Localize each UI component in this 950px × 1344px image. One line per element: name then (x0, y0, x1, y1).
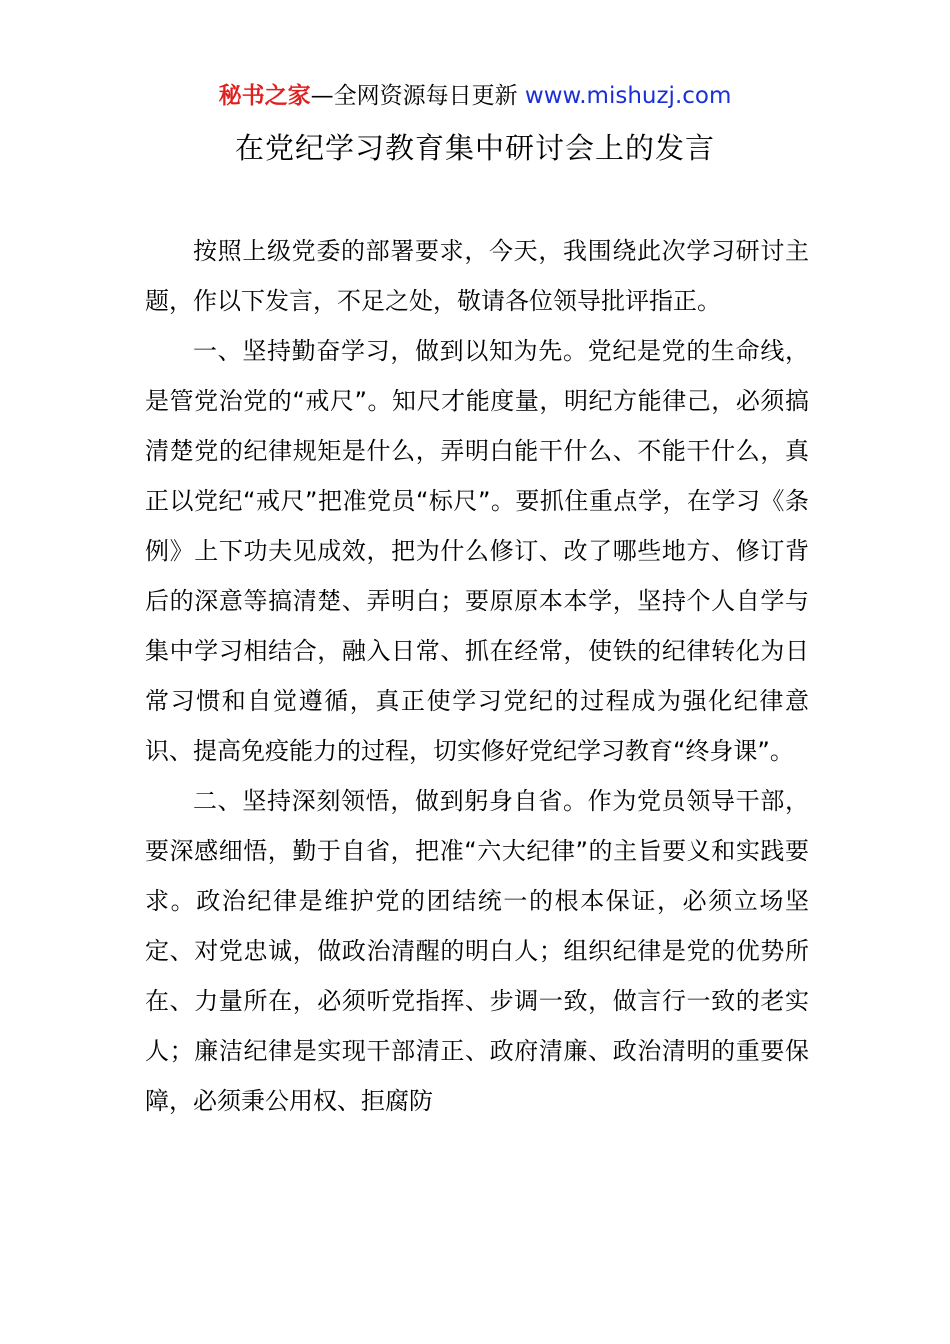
paragraph-section-two: 二、坚持深刻领悟，做到躬身自省。作为党员领导干部，要深感细悟，勤于自省，把准“六大纪律”的主旨要义和实践要求。政治纪律是维护党的团结统一的根本保证，必须立场坚定、对党忠诚，做政治清醒的明白人；组织纪律是党的优势所在、力量所在，必须听党指挥、步调一致，做言行一致的老实人；廉洁纪律是实现干部清正、政府清廉、政治清明的重要保障，必须秉公用权、拒腐防 (145, 787, 809, 1115)
brand-name: 秘书之家 (218, 83, 311, 109)
banner-tagline: —全网资源每日更新 (310, 83, 525, 109)
document-body (145, 226, 809, 1126)
paragraph-intro: 按照上级党委的部署要求，今天，我围绕此次学习研讨主题，作以下发言，不足之处，敬请各位领导批评指正。 (145, 237, 809, 315)
site-url-link[interactable]: www.mishuzj.com (524, 83, 732, 109)
paragraph-section-one: 一、坚持勤奋学习，做到以知为先。党纪是党的生命线，是管党治党的“戒尺”。知尺才能度量，明纪方能律己，必须搞清楚党的纪律规矩是什么，弄明白能干什么、不能干什么，真正以党纪“戒尺”把准党员“标尺”。要抓住重点学，在学习《条例》上下功夫见成效，把为什么修订、改了哪些地方、修订背后的深意等搞清楚、弄明白；要原原本本学，坚持个人自学与集中学习相结合，融入日常、抓在经常，使铁的纪律转化为日常习惯和自觉遵循，真正使学习党纪的过程成为强化纪律意识、提高免疫能力的过程，切实修好党纪学习教育“终身课”。 (145, 337, 809, 765)
document-title: 在党纪学习教育集中研讨会上的发言 (234, 131, 715, 165)
site-banner (0, 80, 950, 112)
